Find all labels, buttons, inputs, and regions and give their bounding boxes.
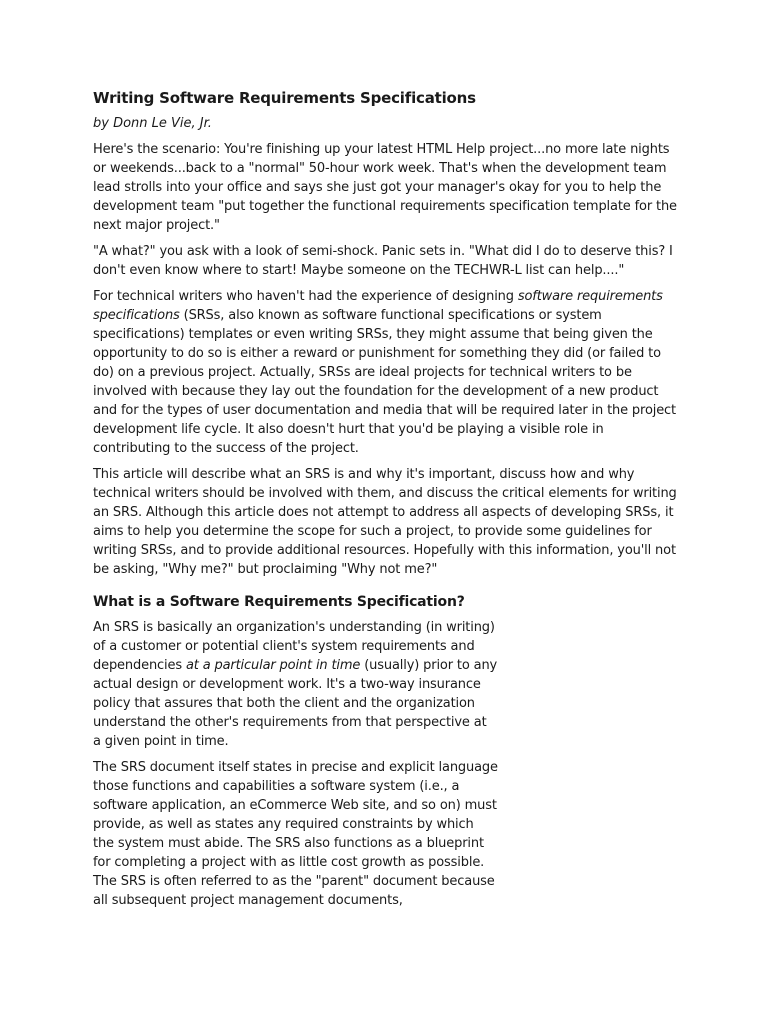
- paragraph-reaction: "A what?" you ask with a look of semi-shock. Panic sets in. "What did I do to deserve this? I don't even know where to start! Maybe someone on the TECHWR-L list can help....": [93, 244, 673, 278]
- text-run: An SRS is basically an organization's understanding (in writing) of a customer or potential client's system requirements and dependencies: [93, 620, 495, 673]
- paragraph-article-scope: This article will describe what an SRS is and why it's important, discuss how and why technical writers should be involved with them, and discuss the critical elements for writing an SRS. Although this article does not attempt to address all aspects of developing SRSs, it aims to help you determine the scope for such a project, to provide some guidelines for writing SRSs, and to provide additional resources. Hopefully with this information, you'll not be asking, "Why me?" but proclaiming "Why not me?": [93, 467, 677, 577]
- article-title: Writing Software Requirements Specifications: [93, 89, 476, 107]
- paragraph-srs-definition: [93, 618, 498, 751]
- text-run: For technical writers who haven't had the experience of designing: [93, 289, 518, 304]
- paragraph-srs-document: The SRS document itself states in precise and explicit language those functions and capabilities a software system (i.e., a software application, an eCommerce Web site, and so on) must provide, as well as states any required constraints by which the system must abide. The SRS also functions as a blueprint for completing a project with as little cost growth as possible. The SRS is often referred to as the "parent" document because all subsequent project management documents,: [93, 760, 498, 908]
- byline: by Donn Le Vie, Jr.: [93, 116, 212, 131]
- emphasis-point-in-time: at a particular point in time: [185, 658, 361, 673]
- article: [93, 88, 683, 917]
- section-heading: What is a Software Requirements Specification?: [93, 594, 465, 610]
- emphasis-srs: software requirements specifications: [93, 289, 663, 323]
- text-run: (SRSs, also known as software functional specifications or system specifications) templates or even writing SRSs, they might assume that being given the opportunity to do so is either a reward or punishment for something they did (or failed to do) on a previous project. Actually, SRSs are ideal projects for technical writers to be involved with because they lay out the foundation for the development of a new product and for the types of user documentation and media that will be required later in the project development life cycle. It also doesn't hurt that you'd be playing a visible role in contributing to the success of the project.: [93, 308, 677, 456]
- paragraph-scenario: Here's the scenario: You're finishing up your latest HTML Help project...no more late nights or weekends...back to a "normal" 50-hour work week. That's when the development team lead strolls into your office and says she just got your manager's okay for you to help the development team "put together the functional requirements specification template for the next major project.": [93, 142, 677, 233]
- paragraph-tech-writers: [93, 287, 683, 458]
- text-run: (usually) prior to any actual design or development work. It's a two-way insurance policy that assures that both the client and the organization understand the other's requirements from that perspective at a given point in time.: [93, 658, 498, 749]
